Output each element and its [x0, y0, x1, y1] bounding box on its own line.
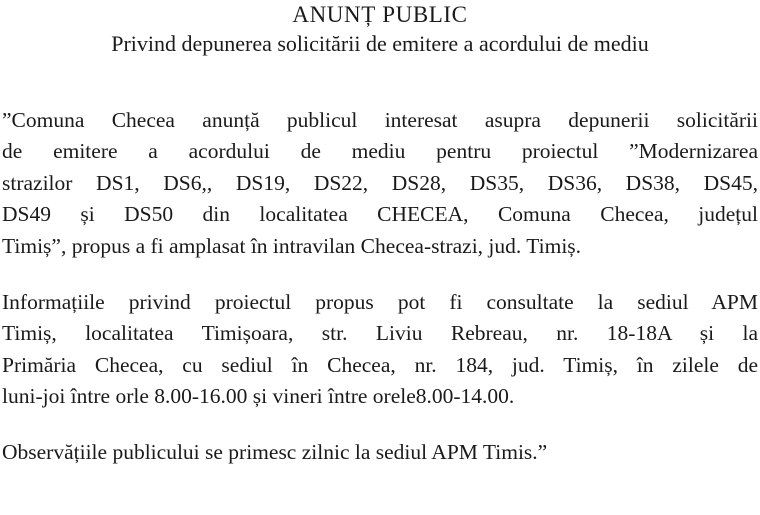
- paragraph-3: [2, 437, 758, 469]
- paragraph-2-line-2: Timiș, localitatea Timișoara, str. Liviu Rebreau, nr. 18-18A și la: [2, 321, 758, 346]
- page-title: ANUNȚ PUBLIC: [292, 2, 468, 27]
- paragraph-2-line-1: Informațiile privind proiectul propus pot fi consultate la sediul APM: [2, 289, 758, 314]
- paragraph-2: [2, 287, 758, 413]
- paragraph-1-line-4: DS49 și DS50 din localitatea CHECEA, Comuna Checea, județul: [2, 202, 758, 227]
- paragraph-1-line-3: strazilor DS1, DS6,, DS19, DS22, DS28, DS35, DS36, DS38, DS45,: [2, 170, 758, 195]
- paragraph-2-line-3: Primăria Checea, cu sediul în Checea, nr. 184, jud. Timiș, în zilele de: [2, 352, 758, 377]
- document-body: [2, 105, 758, 469]
- paragraph-1: [2, 105, 758, 263]
- page-subtitle: Privind depunerea solicitării de emitere a acordului de mediu: [111, 30, 649, 56]
- paragraph-1-line-2: de emitere a acordului de mediu pentru proiectul ”Modernizarea: [2, 139, 758, 164]
- paragraph-1-line-5: Timiș”, propus a fi amplasat în intravilan Checea-strazi, jud. Timiș.: [2, 234, 582, 259]
- paragraph-3-line-1: Observățiile publicului se primesc zilnic la sediul APM Timis.”: [2, 440, 548, 465]
- paragraph-1-line-1: ”Comuna Checea anunță publicul interesat asupra depunerii solicitării: [2, 107, 758, 132]
- document-page: [0, 2, 760, 515]
- document-title-block: [2, 2, 758, 57]
- paragraph-2-line-4: luni-joi între orle 8.00-16.00 și vineri între orele8.00-14.00.: [2, 384, 515, 409]
